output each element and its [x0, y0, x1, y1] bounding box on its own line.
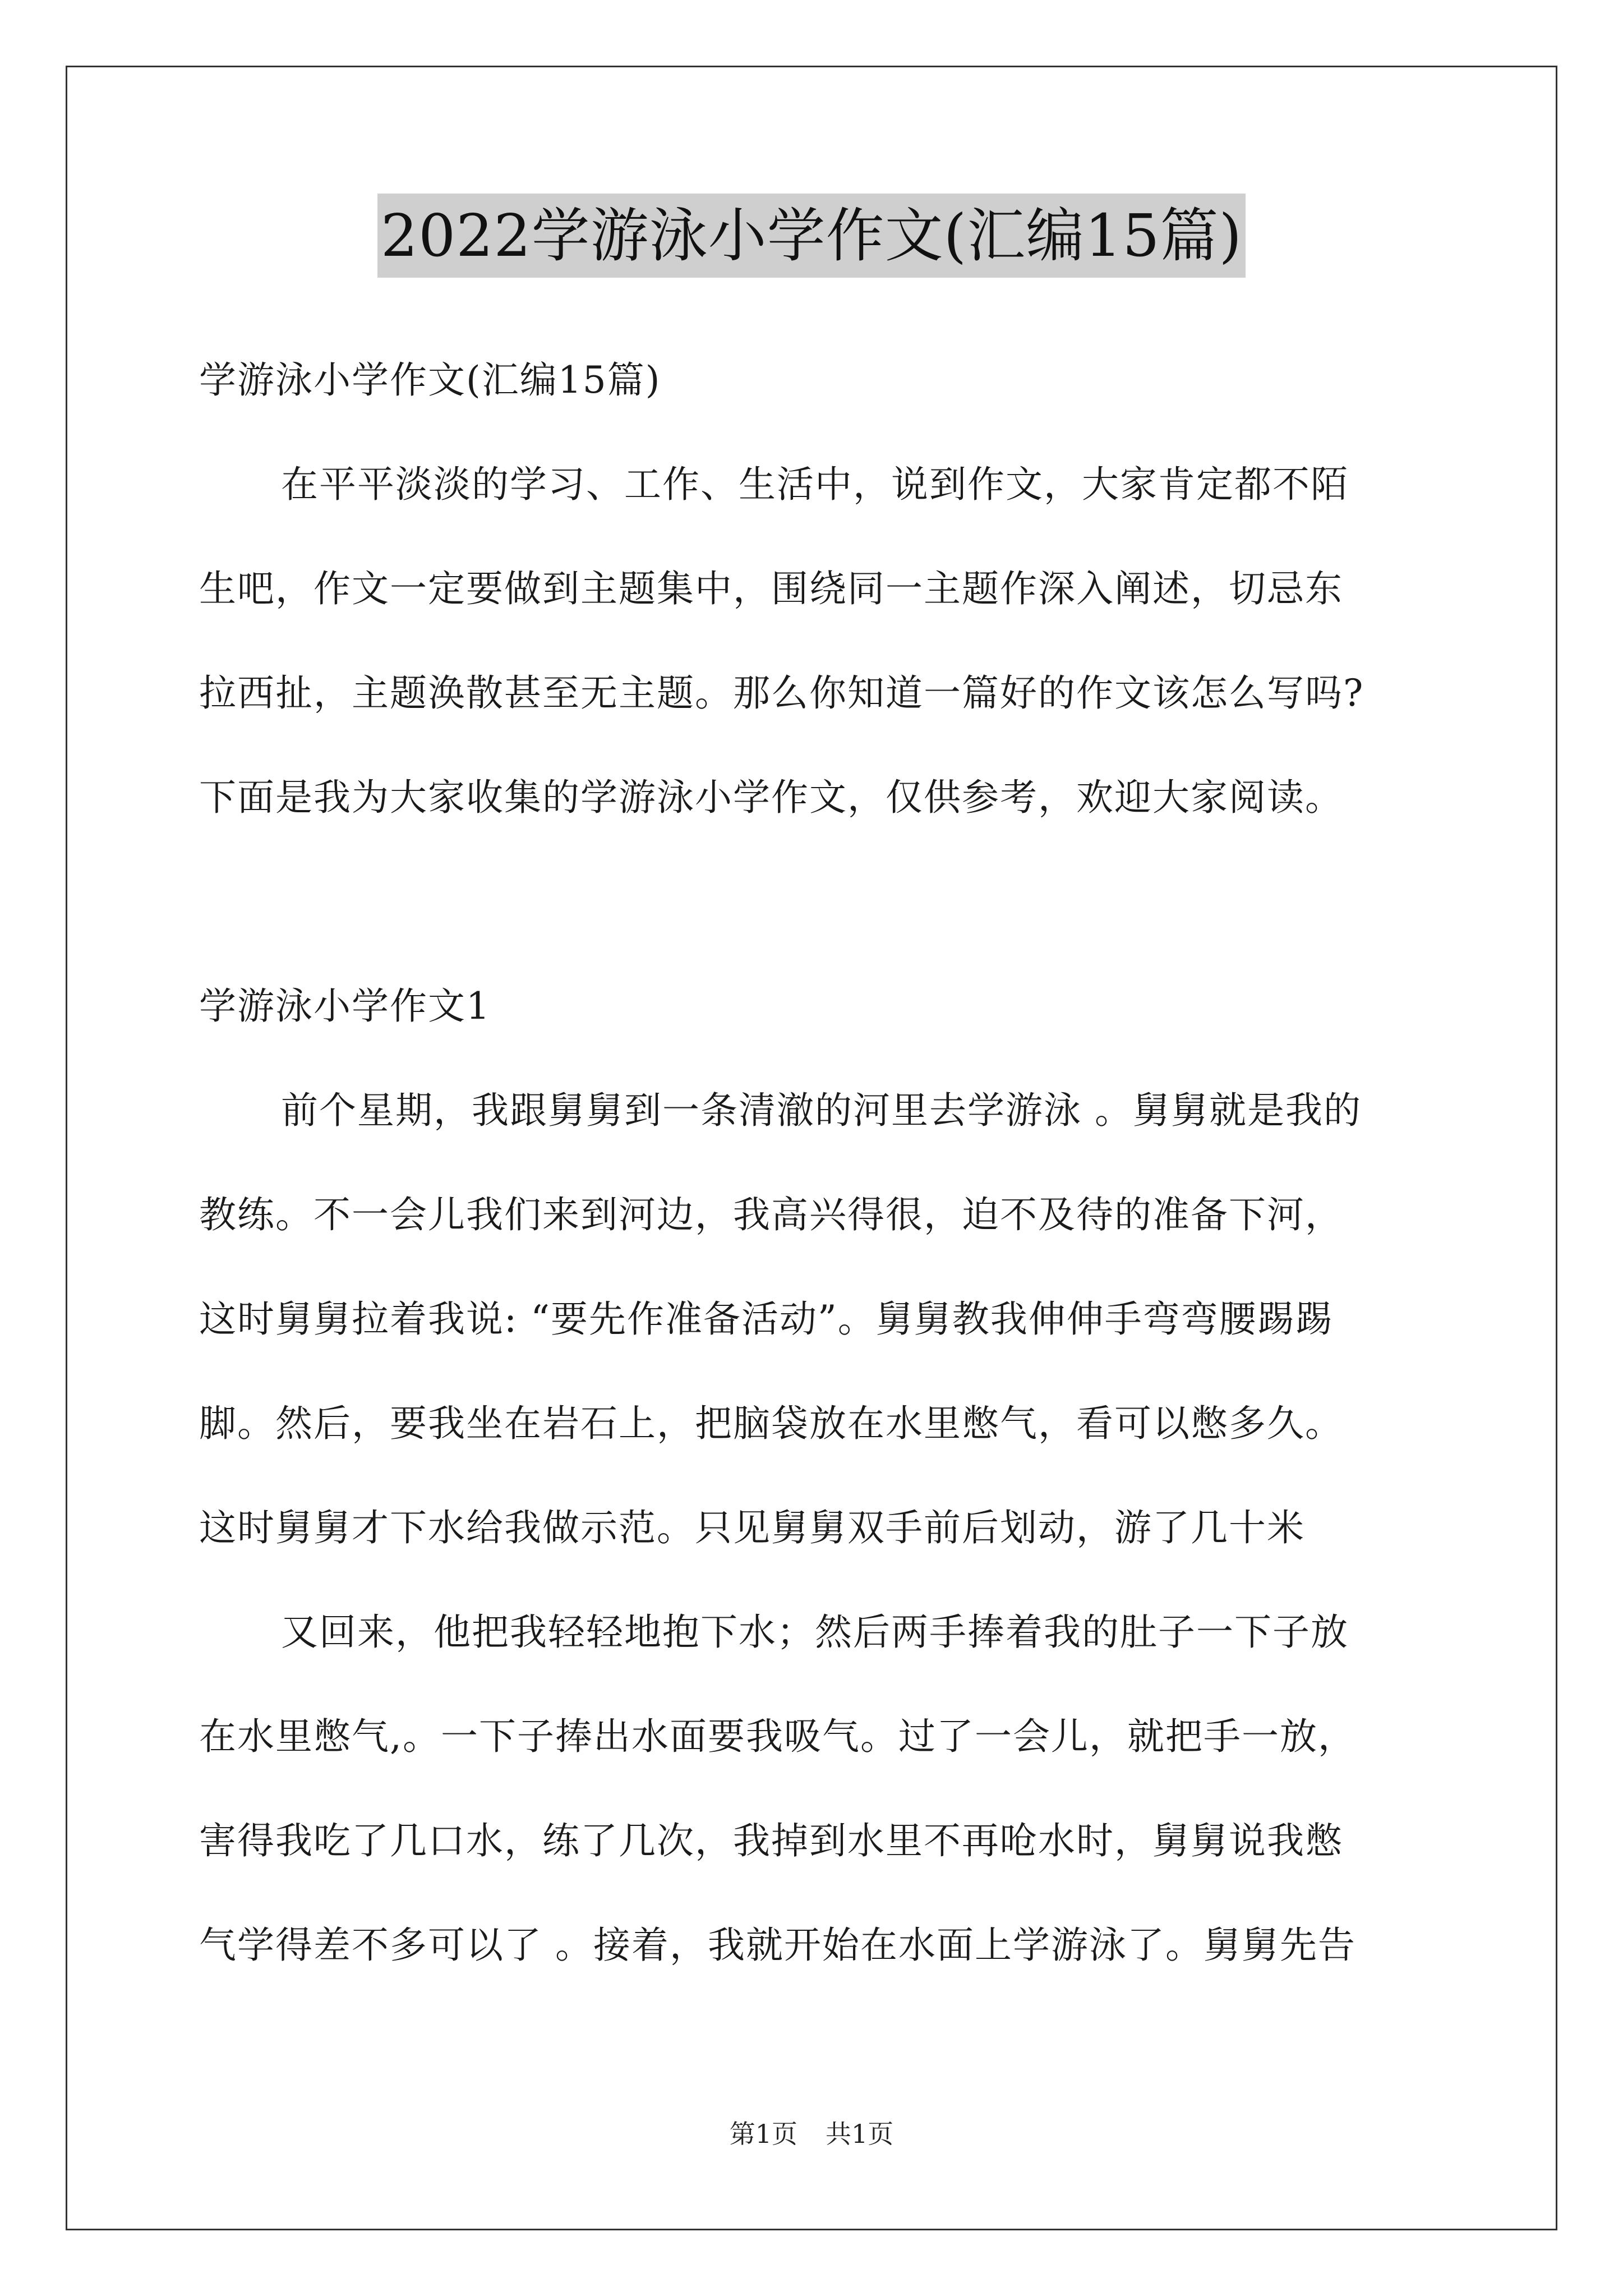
paragraph-line: 在水里憋气,。一下子捧出水面要我吸气。过了一会儿，就把手一放，	[199, 1715, 1356, 1758]
paragraph-line: 脚。然后，要我坐在岩石上，把脑袋放在水里憋气，看可以憋多久。	[199, 1402, 1343, 1445]
intro-line: 拉西扯，主题涣散甚至无主题。那么你知道一篇好的作文该怎么写吗?	[199, 671, 1364, 715]
title-wrap	[0, 194, 1623, 278]
paragraph-gap	[199, 850, 1427, 954]
paragraph-line: 前个星期，我跟舅舅到一条清澈的河里去学游泳 。舅舅就是我的	[281, 1089, 1362, 1132]
intro-line: 生吧，作文一定要做到主题集中，围绕同一主题作深入阐述，切忌东	[199, 567, 1343, 610]
intro-line: 下面是我为大家收集的学游泳小学作文，仅供参考，欢迎大家阅读。	[199, 776, 1343, 819]
paragraph-line: 这时舅舅才下水给我做示范。只见舅舅双手前后划动，游了几十米	[199, 1506, 1305, 1549]
subtitle: 学游泳小学作文(汇编15篇)	[199, 358, 661, 402]
paragraph-line: 教练。不一会儿我们来到河边，我高兴得很，迫不及待的准备下河，	[199, 1193, 1343, 1236]
document-title: 2022学游泳小学作文(汇编15篇)	[377, 194, 1246, 278]
page-footer	[0, 2114, 1623, 2151]
paragraph-line: 又回来，他把我轻轻地抱下水；然后两手捧着我的肚子一下子放	[281, 1611, 1349, 1654]
intro-line: 在平平淡淡的学习、工作、生活中，说到作文，大家肯定都不陌	[281, 463, 1349, 506]
document-body	[199, 328, 1427, 1998]
paragraph-line: 这时舅舅拉着我说: “要先作准备活动”。舅舅教我伸伸手弯弯腰踢踢	[199, 1297, 1334, 1341]
page-number: 第1页	[729, 2119, 797, 2149]
paragraph-line: 害得我吃了几口水，练了几次，我掉到水里不再呛水时，舅舅说我憋	[199, 1819, 1343, 1862]
paragraph-line: 气学得差不多可以了 。接着，我就开始在水面上学游泳了。舅舅先告	[199, 1924, 1356, 1967]
page-total: 共1页	[826, 2119, 894, 2149]
section-heading: 学游泳小学作文1	[199, 984, 491, 1028]
